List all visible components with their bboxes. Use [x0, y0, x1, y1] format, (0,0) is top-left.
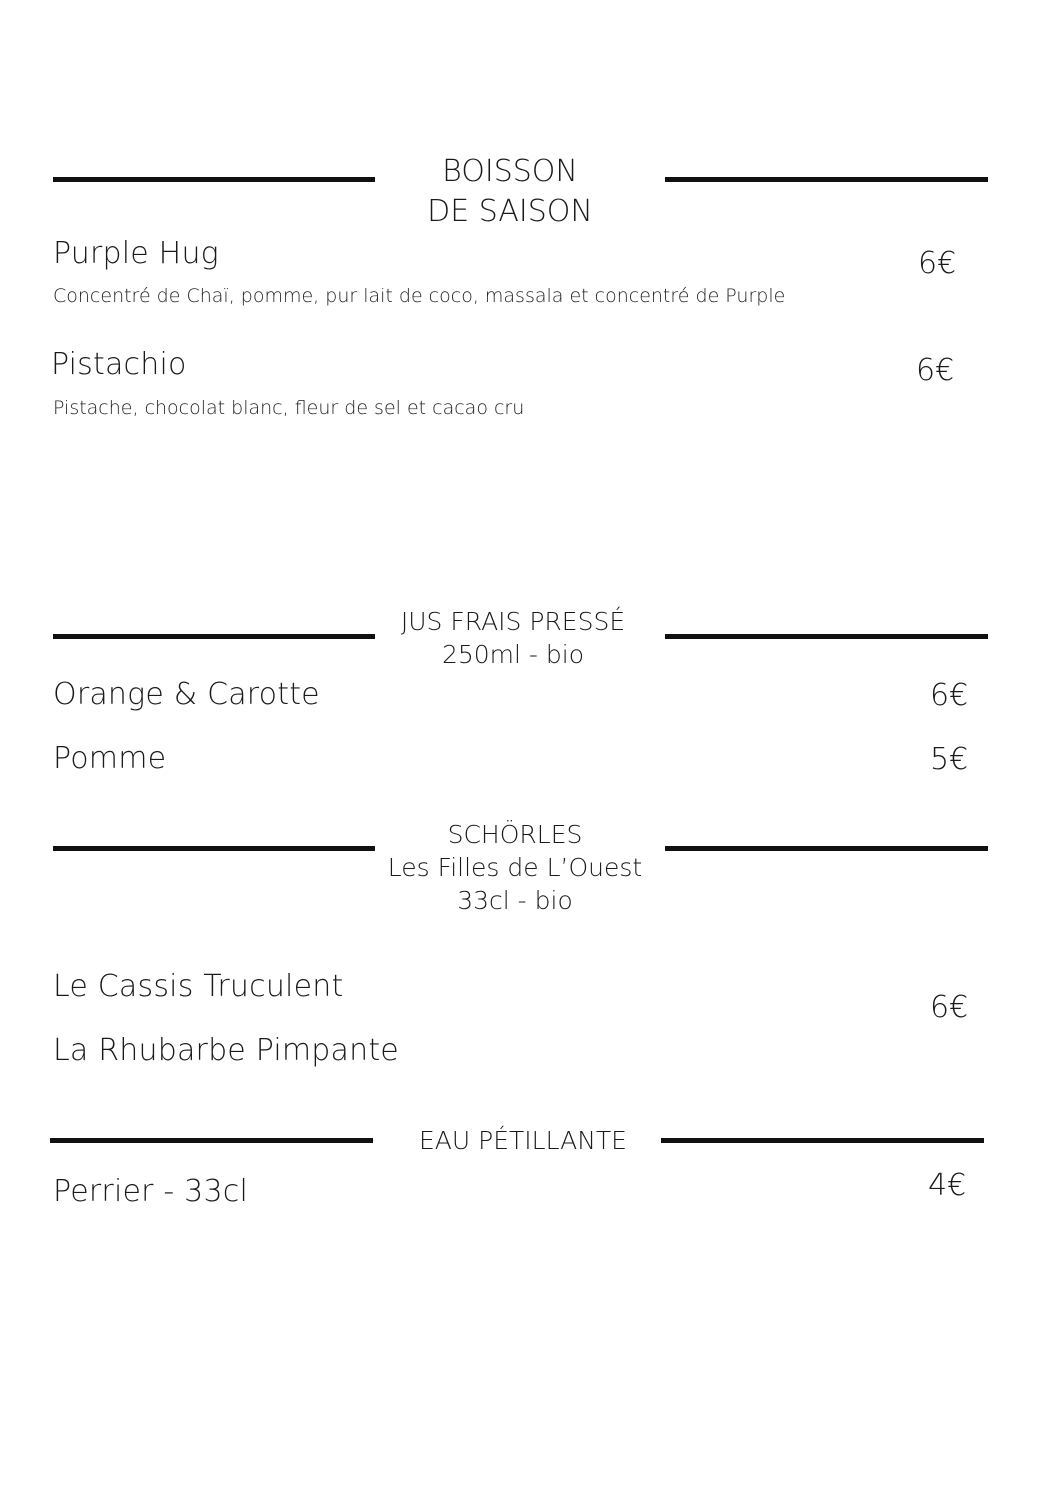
- menu-item-price: 6€: [918, 246, 957, 281]
- section-divider-left: [53, 177, 375, 182]
- section-title-line: DE SAISON: [427, 194, 593, 229]
- section-divider-left: [53, 846, 375, 851]
- section-title-line: SCHÖRLES: [447, 820, 583, 849]
- section-title-line: BOISSON: [442, 154, 578, 189]
- section-title-line: EAU PÉTILLANTE: [419, 1126, 627, 1155]
- menu-item-name: Le Cassis Truculent: [53, 969, 344, 1004]
- section-divider-left: [50, 1138, 373, 1143]
- section-title-line: 250ml - bio: [441, 640, 585, 669]
- menu-item-name: Perrier - 33cl: [53, 1174, 248, 1209]
- section-title-line: 33cl - bio: [457, 886, 573, 915]
- section-title-line: JUS FRAIS PRESSÉ: [400, 607, 626, 636]
- menu-item-price: 6€: [916, 353, 955, 388]
- menu-item-price: 5€: [930, 742, 969, 777]
- menu-item-name: Pistachio: [51, 347, 187, 382]
- section-title-jus: [382, 605, 644, 671]
- section-divider-right: [661, 1138, 984, 1143]
- section-divider-right: [665, 634, 988, 639]
- menu-item-description: Concentré de Chaï, pomme, pur lait de coco, massala et concentré de Purple: [53, 285, 786, 307]
- section-divider-left: [53, 634, 375, 639]
- section-divider-right: [665, 846, 988, 851]
- section-title-schorles: [370, 818, 660, 917]
- menu-item-name: Pomme: [53, 741, 167, 776]
- section-divider-right: [665, 177, 988, 182]
- menu-item-price: 6€: [930, 990, 969, 1025]
- menu-item-price: 4€: [928, 1168, 967, 1203]
- menu-item-name: Orange & Carotte: [53, 677, 320, 712]
- menu-item-price: 6€: [930, 678, 969, 713]
- menu-item-description: Pistache, chocolat blanc, fleur de sel et cacao cru: [53, 397, 525, 419]
- section-title-eau: [392, 1124, 654, 1157]
- menu-item-name: Purple Hug: [53, 236, 219, 271]
- section-title-saison: [400, 152, 620, 232]
- section-title-line: Les Filles de L’Ouest: [387, 853, 643, 882]
- menu-item-name: La Rhubarbe Pimpante: [53, 1033, 399, 1068]
